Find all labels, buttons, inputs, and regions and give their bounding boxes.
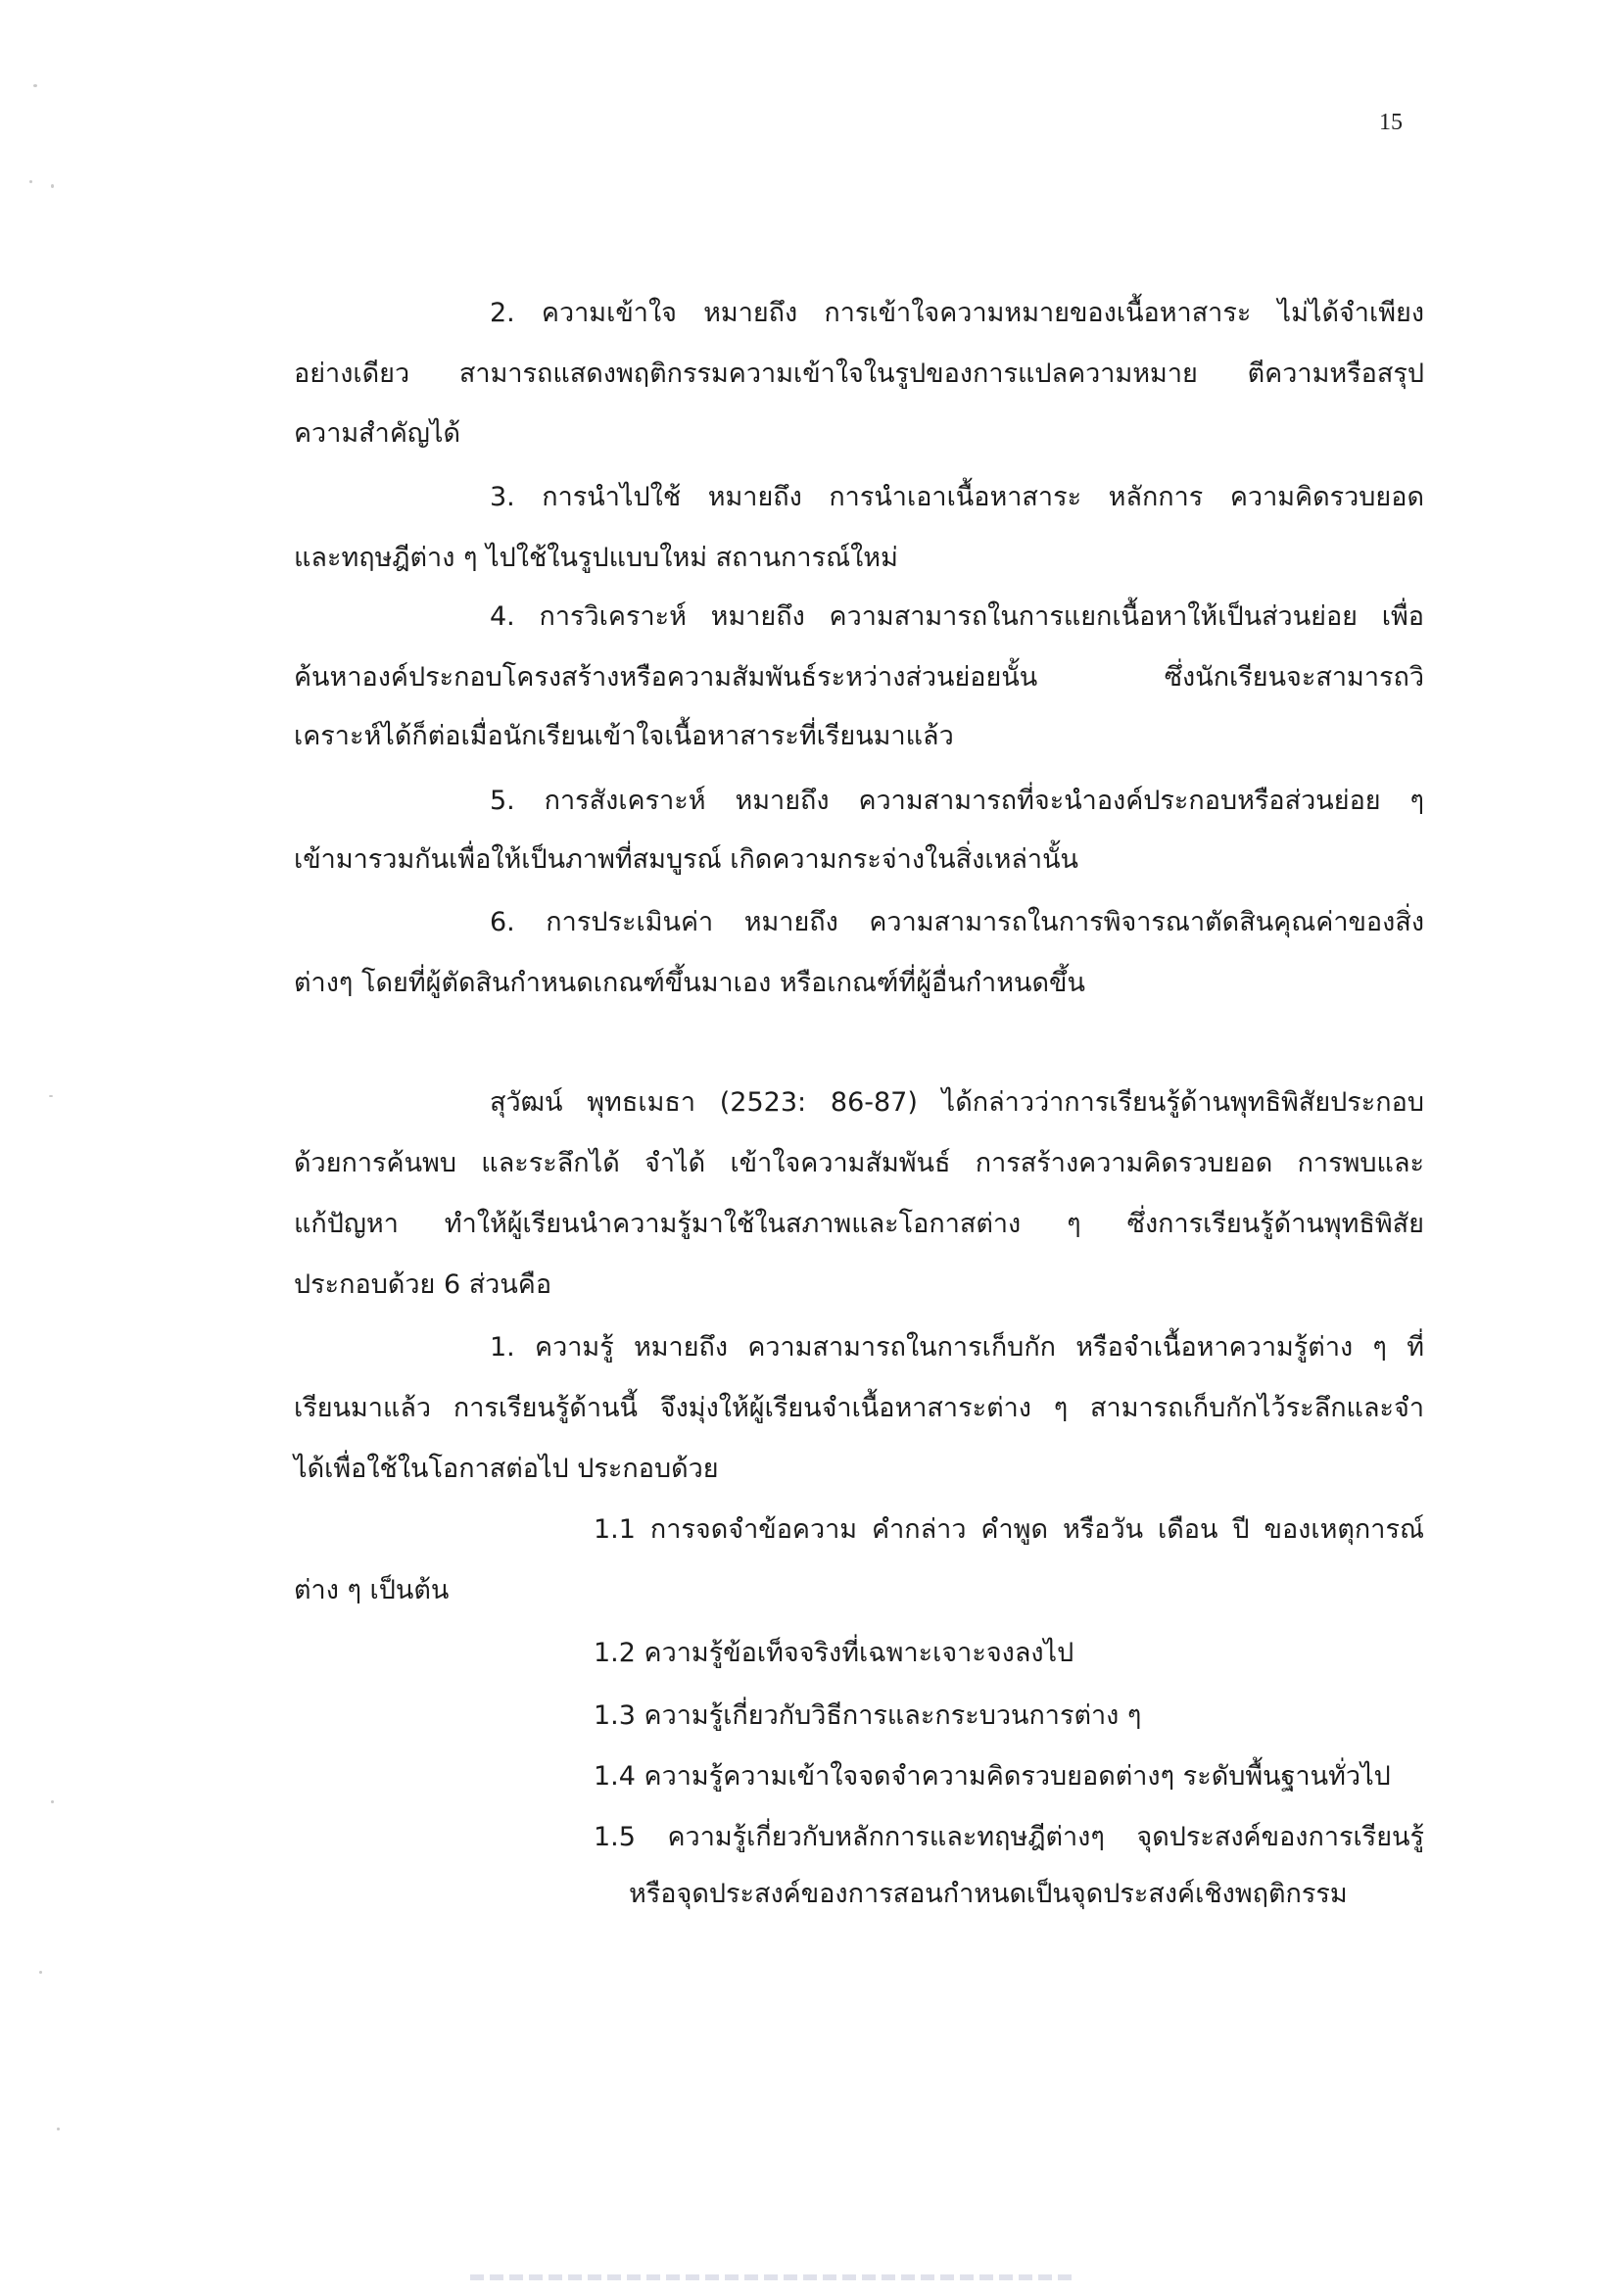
text-line: อย่างเดียว สามารถแสดงพฤติกรรมความเข้าใจในรูปของการแปลความหมาย ตีความหรือสรุป [294, 359, 1424, 389]
text-line: เข้ามารวมกันเพื่อให้เป็นภาพที่สมบูรณ์ เกิดความกระจ่างในสิ่งเหล่านั้น [294, 844, 1078, 875]
text-line: ได้เพื่อใช้ในโอกาสต่อไป ประกอบด้วย [294, 1454, 719, 1484]
text-line: ความสำคัญได้ [294, 418, 461, 449]
scan-speck [51, 1800, 54, 1803]
text-line: ค้นหาองค์ประกอบโครงสร้างหรือความสัมพันธ์ระหว่างส่วนย่อยนั้น ซึ่งนักเรียนจะสามารถวิ [294, 662, 1424, 693]
text-line: 1. ความรู้ หมายถึง ความสามารถในการเก็บกัก หรือจำเนื้อหาความรู้ต่าง ๆ ที่ [490, 1332, 1424, 1363]
text-line: ด้วยการค้นพบ และระลึกได้ จำได้ เข้าใจความสัมพันธ์ การสร้างความคิดรวบยอด การพบและ [294, 1148, 1424, 1178]
list-item-line: 1.2 ความรู้ข้อเท็จจริงที่เฉพาะเจาะจงลงไป [594, 1638, 1074, 1668]
text-line: เคราะห์ได้ก็ต่อเมื่อนักเรียนเข้าใจเนื้อหาสาระที่เรียนมาแล้ว [294, 721, 954, 751]
list-item-line: หรือจุดประสงค์ของการสอนกำหนดเป็นจุดประสงค์เชิงพฤติกรรม [629, 1879, 1348, 1909]
text-line: ต่างๆ โดยที่ผู้ตัดสินกำหนดเกณฑ์ขึ้นมาเอง หรือเกณฑ์ที่ผู้อื่นกำหนดขึ้น [294, 968, 1085, 998]
scan-speck [29, 180, 32, 183]
scan-speck [51, 184, 54, 188]
scan-speck [33, 84, 37, 87]
text-line: 5. การสังเคราะห์ หมายถึง ความสามารถที่จะนำองค์ประกอบหรือส่วนย่อย ๆ [490, 786, 1424, 816]
scan-speck [39, 1971, 42, 1974]
scan-speck [57, 2128, 60, 2130]
text-line: ประกอบด้วย 6 ส่วนคือ [294, 1269, 552, 1300]
text-line: แก้ปัญหา ทำให้ผู้เรียนนำความรู้มาใช้ในสภาพและโอกาสต่าง ๆ ซึ่งการเรียนรู้ด้านพุทธิพิสัย [294, 1209, 1424, 1239]
text-line: 6. การประเมินค่า หมายถึง ความสามารถในการพิจารณาตัดสินคุณค่าของสิ่ง [490, 907, 1424, 937]
list-item-line: 1.5 ความรู้เกี่ยวกับหลักการและทฤษฎีต่างๆ จุดประสงค์ของการเรียนรู้ [594, 1822, 1424, 1852]
scan-smudge [470, 2274, 1077, 2280]
page-number: 15 [1379, 110, 1403, 135]
text-line: 2. ความเข้าใจ หมายถึง การเข้าใจความหมายของเนื้อหาสาระ ไม่ได้จำเพียง [490, 298, 1424, 328]
list-item-line: 1.1 การจดจำข้อความ คำกล่าว คำพูด หรือวัน เดือน ปี ของเหตุการณ์ [594, 1514, 1424, 1545]
list-item-line: ต่าง ๆ เป็นต้น [294, 1575, 450, 1605]
text-line: สุวัฒน์ พุทธเมธา (2523: 86-87) ได้กล่าวว่าการเรียนรู้ด้านพุทธิพิสัยประกอบ [490, 1087, 1424, 1118]
text-line: 4. การวิเคราะห์ หมายถึง ความสามารถในการแยกเนื้อหาให้เป็นส่วนย่อย เพื่อ [490, 601, 1424, 632]
text-line: 3. การนำไปใช้ หมายถึง การนำเอาเนื้อหาสาระ หลักการ ความคิดรวบยอด [490, 482, 1424, 512]
list-item-line: 1.3 ความรู้เกี่ยวกับวิธีการและกระบวนการต่าง ๆ [594, 1700, 1142, 1731]
text-line: เรียนมาแล้ว การเรียนรู้ด้านนี้ จึงมุ่งให้ผู้เรียนจำเนื้อหาสาระต่าง ๆ สามารถเก็บกักไว้ระลึกและจำ [294, 1393, 1424, 1423]
text-line: และทฤษฎีต่าง ๆ ไปใช้ในรูปแบบใหม่ สถานการณ์ใหม่ [294, 543, 898, 573]
scan-speck [49, 1095, 53, 1097]
list-item-line: 1.4 ความรู้ความเข้าใจจดจำความคิดรวบยอดต่างๆ ระดับพื้นฐานทั่วไป [594, 1761, 1391, 1792]
